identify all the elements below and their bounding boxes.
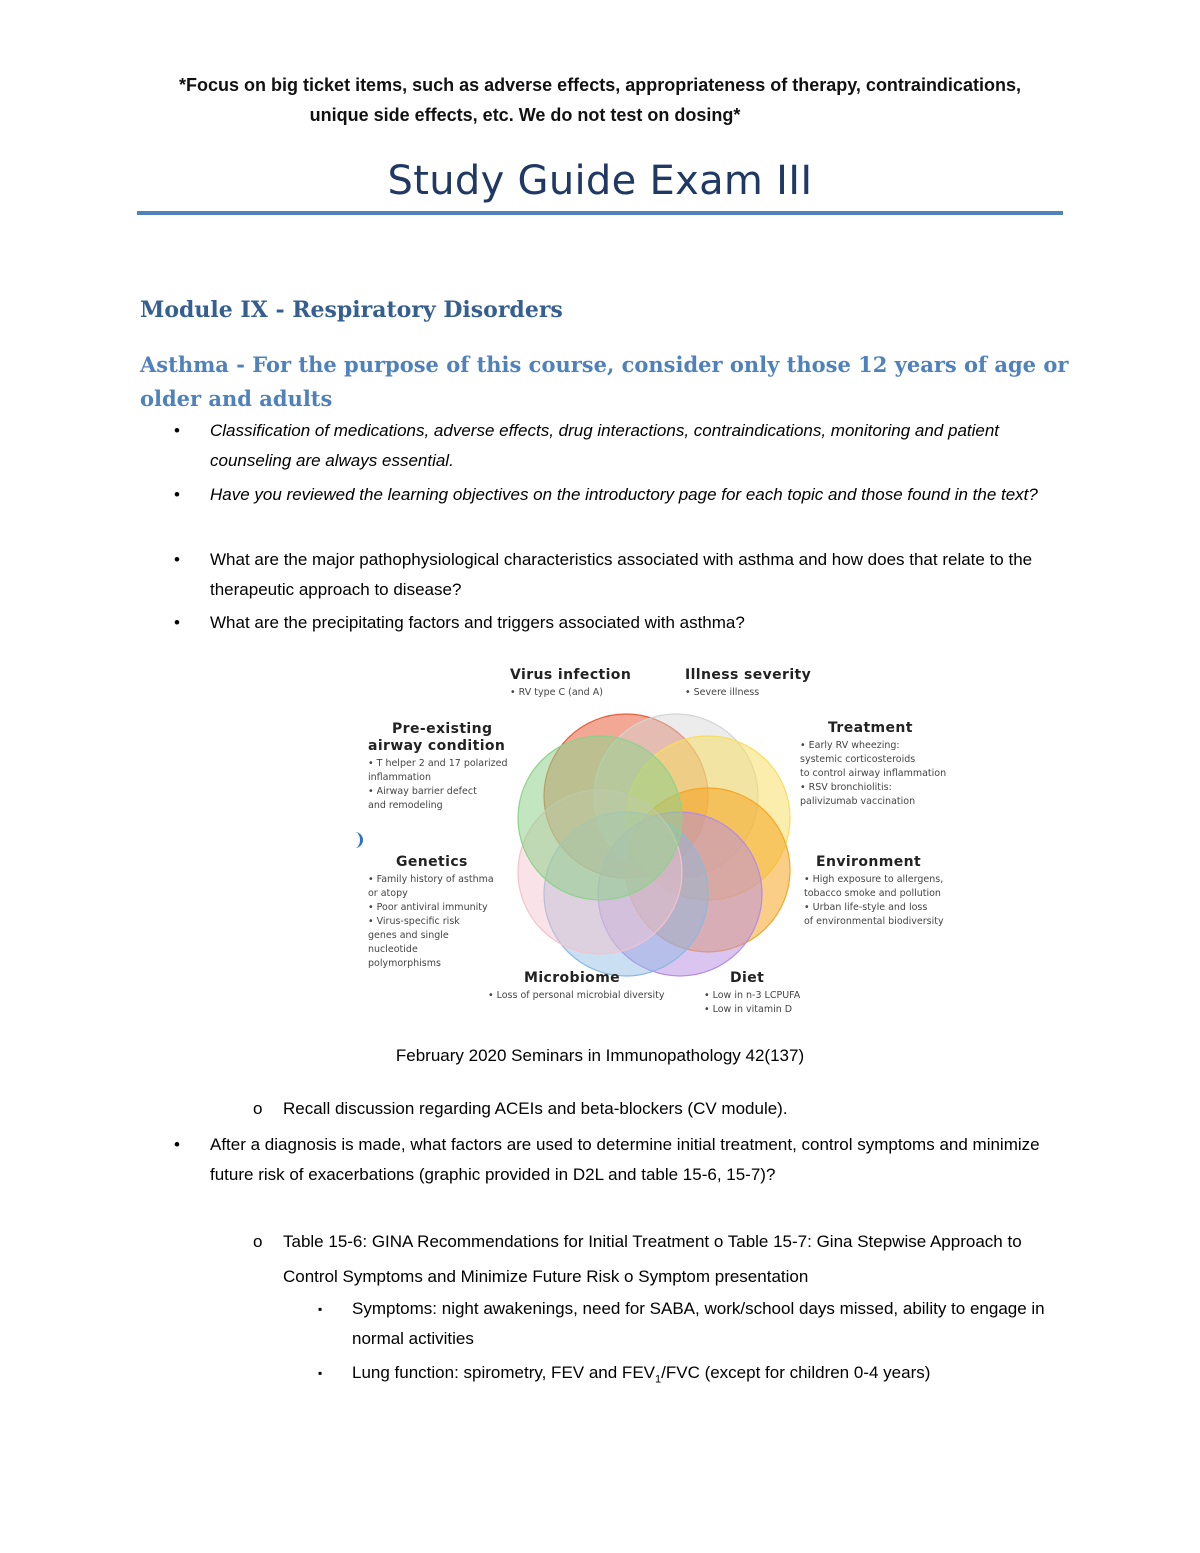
factor-detail: • Urban life-style and loss of environmental biodiversity — [804, 902, 944, 927]
label-preexisting-airway-condition — [368, 721, 508, 813]
asthma-risk-factors-figure — [358, 660, 962, 1022]
factor-title: Genetics — [396, 854, 468, 870]
factor-title: Diet — [730, 970, 765, 986]
label-microbiome — [488, 970, 664, 1003]
focus-note-line2: unique side effects, etc. We do not test on dosing* — [309, 105, 741, 125]
factor-detail: • Virus-specific risk genes and single nucleotide polymorphisms — [368, 916, 460, 969]
exam-focus-note — [0, 70, 1200, 130]
factor-detail: • Poor antiviral immunity — [368, 902, 488, 913]
bullet-text: What are the precipitating factors and triggers associated with asthma? — [210, 613, 745, 632]
factor-detail: • RSV bronchiolitis: palivizumab vaccination — [800, 782, 916, 807]
factor-detail: • Low in n-3 LCPUFA — [704, 990, 801, 1001]
factor-detail: • Severe illness — [685, 687, 760, 698]
bullet-item — [174, 480, 1064, 510]
bullet-item — [174, 608, 1064, 638]
section-heading: Asthma - For the purpose of this course, consider only those 12 years of age or older and adults — [140, 352, 1069, 411]
bullet-text: Have you reviewed the learning objectives on the introductory page for each topic and those found in the text? — [210, 485, 1038, 504]
factor-detail: • Loss of personal microbial diversity — [488, 990, 665, 1001]
label-illness-severity — [685, 667, 811, 700]
bullet-item — [174, 1130, 1064, 1190]
factor-detail: • High exposure to allergens, tobacco smoke and pollution — [804, 874, 944, 899]
sub-bullet-text: Recall discussion regarding ACEIs and beta-blockers (CV module). — [283, 1099, 788, 1118]
lung-function-text: Lung function: spirometry, FEV and FEV — [352, 1363, 655, 1382]
bullet-icon: • — [174, 613, 180, 632]
label-diet — [704, 970, 800, 1017]
fev1-subscript: 1 — [655, 1373, 662, 1386]
factor-detail: • RV type C (and A) — [510, 687, 603, 698]
title-underline — [137, 211, 1063, 215]
module-heading: Module IX - Respiratory Disorders — [140, 297, 563, 323]
label-genetics — [368, 854, 494, 971]
page-title: Study Guide Exam III — [387, 158, 813, 204]
factor-title-line2: airway condition — [368, 738, 506, 754]
square-bullet-icon: ▪ — [318, 1302, 323, 1316]
label-environment — [804, 854, 944, 929]
bullet-icon: • — [174, 421, 180, 440]
factor-detail: • Airway barrier defect and remodeling — [368, 786, 477, 811]
venn-circle-preexisting — [518, 736, 682, 900]
factor-title: Pre-existing — [392, 721, 493, 737]
factor-detail: • T helper 2 and 17 polarized inflammation — [368, 758, 508, 783]
focus-note-line1: *Focus on big ticket items, such as adverse effects, appropriateness of therapy, contraindications, — [179, 75, 1021, 95]
sub-bullet-item — [253, 1094, 1063, 1124]
bullet-text: Classification of medications, adverse effects, drug interactions, contraindications, monitoring and patient counseling are always essential. — [210, 421, 1000, 470]
bullet-item — [174, 545, 1064, 605]
sub-bullet-item — [253, 1224, 1063, 1294]
factor-title: Microbiome — [524, 970, 621, 986]
factor-title: Illness severity — [685, 667, 812, 683]
bullet-icon: • — [174, 550, 180, 569]
square-bullet-item — [318, 1294, 1058, 1354]
label-treatment — [800, 720, 946, 809]
bullet-icon: • — [174, 485, 180, 504]
figure-caption: February 2020 Seminars in Immunopathology 42(137) — [395, 1046, 805, 1065]
bullet-text: What are the major pathophysiological characteristics associated with asthma and how does that relate to the therapeutic approach to disease? — [210, 550, 1033, 599]
factor-title: Treatment — [828, 720, 913, 736]
square-bullet-icon: ▪ — [318, 1366, 323, 1380]
factor-detail: • Early RV wheezing: systemic corticosteroids to control airway inflammation — [800, 740, 947, 779]
sub-bullet-icon: o — [253, 1099, 263, 1118]
bullet-item — [174, 416, 1064, 476]
square-bullet-item — [318, 1358, 1058, 1394]
factor-title: Virus infection — [510, 667, 632, 683]
sub-bullet-icon: o — [253, 1232, 263, 1251]
label-virus-infection — [510, 667, 631, 700]
bullet-text: After a diagnosis is made, what factors are used to determine initial treatment, control symptoms and minimize future risk of exacerbations (graphic provided in D2L and table 15-6, 15-7)? — [210, 1135, 1040, 1184]
lung-function-text-end: /FVC (except for children 0-4 years) — [661, 1363, 931, 1382]
factor-detail: • Family history of asthma or atopy — [368, 874, 494, 899]
factor-title: Environment — [816, 854, 922, 870]
square-bullet-text — [352, 1358, 1058, 1394]
factor-detail: • Low in vitamin D — [704, 1004, 793, 1015]
sub-bullet-text: Table 15-6: GINA Recommendations for Initial Treatment o Table 15-7: Gina Stepwise Approach to Control Symptoms and Minimize Future Risk o Symptom presentation — [283, 1232, 1022, 1286]
square-bullet-text: Symptoms: night awakenings, need for SABA, work/school days missed, ability to engage in normal activities — [352, 1299, 1045, 1348]
bullet-icon: • — [174, 1135, 180, 1154]
